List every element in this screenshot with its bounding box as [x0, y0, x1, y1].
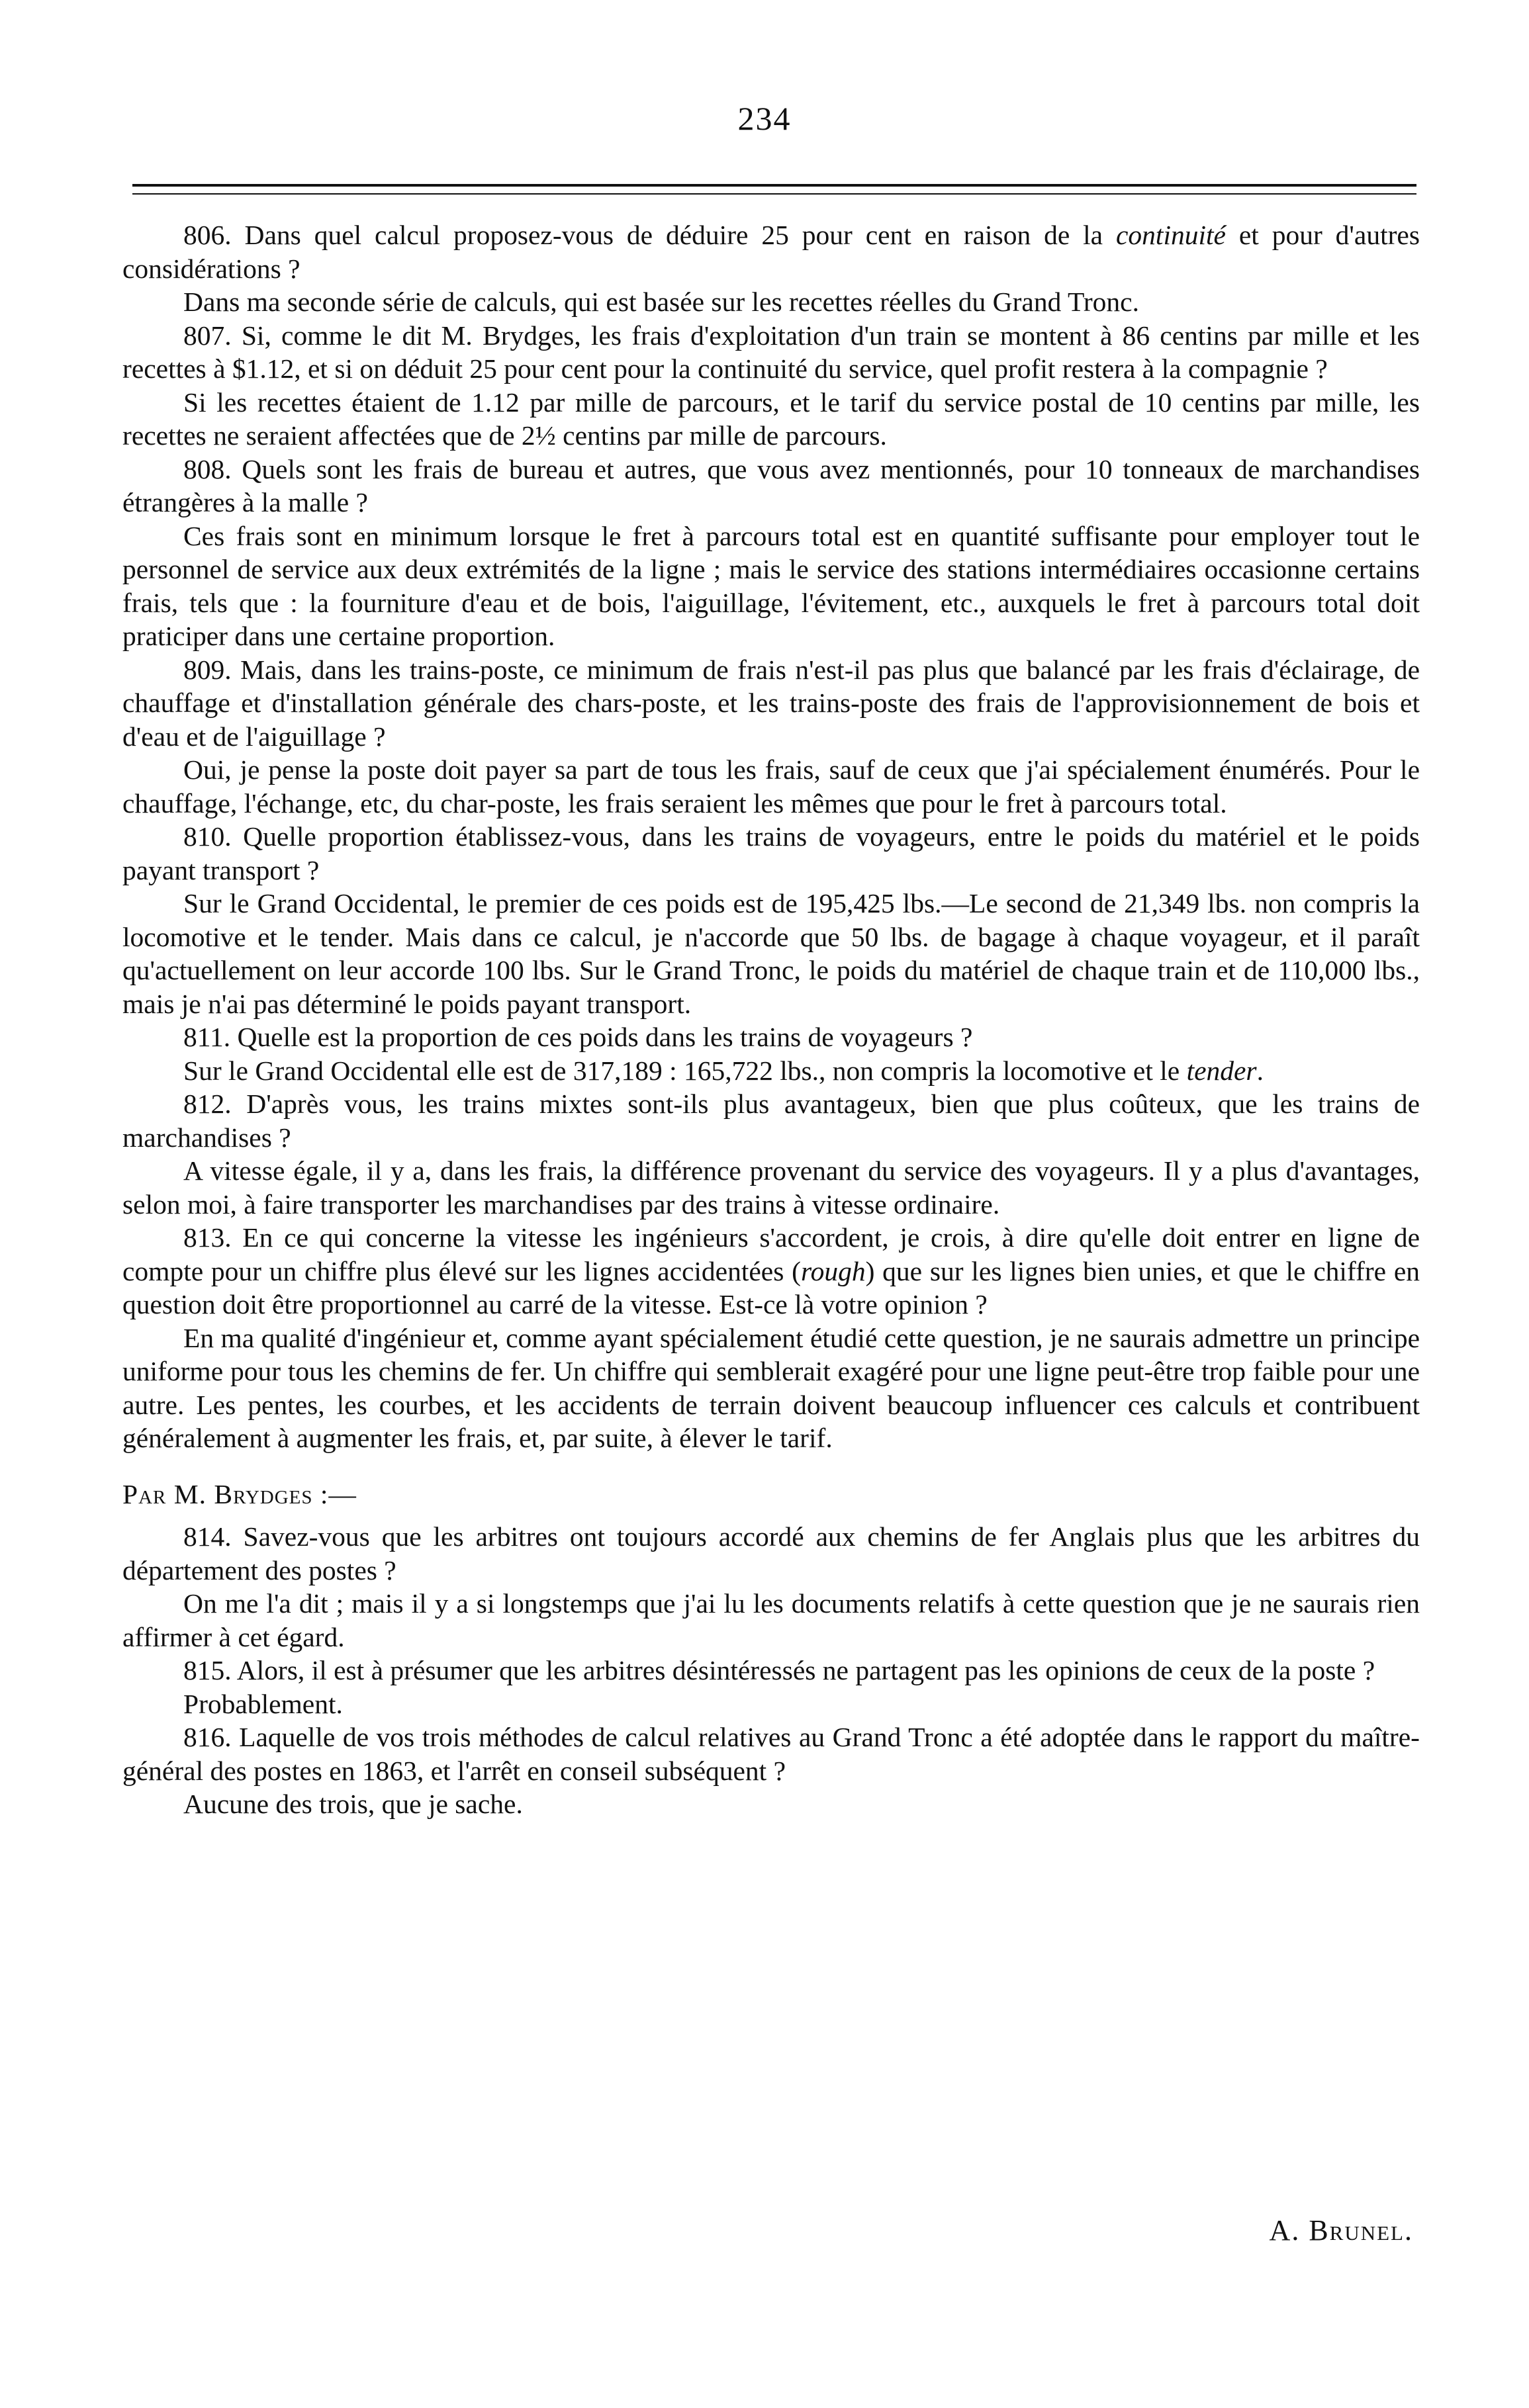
question-paragraph-q816 [122, 1720, 1420, 1787]
answer-paragraph-a815 [122, 1687, 1420, 1721]
question-paragraph-q808 [122, 453, 1420, 519]
text-run: Si les recettes étaient de 1.12 par mille de parcours, et le tarif du service postal de 10 centins par mille, les recettes ne seraient affectées que de 2½ centins par mille de parcours. [122, 386, 1420, 451]
text-run: 808. Quels sont les frais de bureau et autres, que vous avez mentionnés, pour 10 tonneaux de marchandises étrangères à la malle ? [122, 453, 1420, 517]
text-run: 813. En ce qui concerne la vitesse les ingénieurs s'accordent, je crois, à dire qu'elle doit entrer en ligne de compte pour un chiffre plus élevé sur les lignes accidentées ( [122, 1222, 1420, 1286]
text-run: et pour d'autres considérations ? [122, 220, 1420, 284]
text-run: Sur le Grand Occidental elle est de 317,189 : 165,722 lbs., non compris la locomotive et le [183, 1055, 1187, 1086]
text-run: Probablement. [183, 1688, 343, 1719]
text-run: 815. Alors, il est à présumer que les arbitres désintéressés ne partagent pas les opinions de ceux de la poste ? [183, 1655, 1375, 1685]
text-run: Oui, je pense la poste doit payer sa part de tous les frais, sauf de ceux que j'ai spécialement énumérés. Pour le chauffage, l'échange, etc, du char-poste, les frais seraient les mêmes que pour le fret à parcours total. [122, 754, 1420, 819]
answer-paragraph-a816 [122, 1787, 1420, 1821]
text-run: 810. Quelle proportion établissez-vous, dans les trains de voyageurs, entre le poids du matériel et le poids payant transport ? [122, 821, 1420, 885]
section-heading-heading [122, 1478, 1420, 1511]
text-run: ) que sur les lignes bien unies, et que le chiffre en question doit être proportionnel au carré de la vitesse. Est-ce là votre opinion ? [122, 1255, 1420, 1319]
answer-paragraph-a810 [122, 887, 1420, 1020]
text-run: 814. Savez-vous que les arbitres ont toujours accordé aux chemins de fer Anglais plus que les arbitres du département des postes ? [122, 1521, 1420, 1585]
text-run: Ces frais sont en minimum lorsque le fret à parcours total est en quantité suffisante pour employer tout le personnel de service aux deux extrémités de la ligne ; mais le service des stations intermédiaires occasionne certains frais, tels que : la fourniture d'eau et de bois, l'aiguillage, l'évitement, etc., auxquels le fret à parcours total doit praticiper dans une certaine proportion. [122, 520, 1420, 651]
answer-paragraph-a809 [122, 753, 1420, 820]
header-rule-thick [132, 184, 1416, 187]
question-paragraph-q809 [122, 653, 1420, 754]
question-paragraph-q813 [122, 1221, 1420, 1321]
text-run: 811. Quelle est la proportion de ces poids dans les trains de voyageurs ? [183, 1022, 973, 1052]
question-paragraph-q807 [122, 319, 1420, 386]
question-paragraph-q810 [122, 820, 1420, 887]
answer-paragraph-a808 [122, 519, 1420, 653]
text-run: 807. Si, comme le dit M. Brydges, les frais d'exploitation d'un train se montent à 86 centins par mille et les recettes à $1.12, et si on déduit 25 pour cent pour la continuité du service, quel profit restera à la compagnie ? [122, 320, 1420, 384]
italic-text: continuité [1116, 220, 1226, 250]
answer-paragraph-a806 [122, 285, 1420, 319]
text-run: 809. Mais, dans les trains-poste, ce minimum de frais n'est-il pas plus que balancé par les frais d'éclairage, de chauffage et d'installation générale des chars-poste, et les trains-poste des frais de l'approvisionnement de bois et d'eau et de l'aiguillage ? [122, 654, 1420, 752]
answer-paragraph-a812 [122, 1154, 1420, 1221]
text-run: En ma qualité d'ingénieur et, comme ayant spécialement étudié cette question, je ne saurais admettre un principe uniforme pour tous les chemins de fer. Un chiffre qui semblerait exagéré pour une ligne peut-être trop faible pour une autre. Les pentes, les courbes, et les accidents de terrain doivent beaucoup influencer ces calculs et contribuent généralement à augmenter les frais, et, par suite, à élever le tarif. [122, 1322, 1420, 1453]
text-run: 816. Laquelle de vos trois méthodes de calcul relatives au Grand Tronc a été adoptée dans le rapport du maître-général des postes en 1863, et l'arrêt en conseil subséquent ? [122, 1722, 1420, 1786]
question-paragraph-q812 [122, 1087, 1420, 1154]
question-paragraph-q811 [122, 1020, 1420, 1054]
header-rule-thin [132, 193, 1416, 195]
italic-text: tender [1186, 1055, 1257, 1086]
text-run: 812. D'après vous, les trains mixtes sont-ils plus avantageux, bien que plus coûteux, que les trains de marchandises ? [122, 1089, 1420, 1153]
text-run: A vitesse égale, il y a, dans les frais, la différence provenant du service des voyageurs. Il y a plus d'avantages, selon moi, à faire transporter les marchandises par des trains à vitesse ordinaire. [122, 1155, 1420, 1220]
small-caps-text: Par M. Brydges :— [122, 1478, 357, 1509]
text-run: Sur le Grand Occidental, le premier de ces poids est de 195,425 lbs.—Le second de 21,349 lbs. non compris la locomotive et le tender. Mais dans ce calcul, je n'accorde que 50 lbs. de bagage à chaque voyageur, et il paraît qu'actuellement on leur accorde 100 lbs. Sur le Grand Tronc, le poids du matériel de chaque train et de 110,000 lbs., mais je n'ai pas déterminé le poids payant transport. [122, 888, 1420, 1019]
answer-paragraph-a807 [122, 386, 1420, 453]
text-run: . [1256, 1055, 1264, 1086]
page-number: 234 [737, 100, 792, 137]
text-run: 806. Dans quel calcul proposez-vous de déduire 25 pour cent en raison de la [183, 220, 1116, 250]
answer-paragraph-a814 [122, 1587, 1420, 1654]
signature: A. Brunel. [1269, 2214, 1413, 2247]
question-paragraph-q815 [122, 1654, 1420, 1687]
body-text [122, 218, 1420, 1821]
answer-paragraph-a811 [122, 1054, 1420, 1088]
text-run: Dans ma seconde série de calculs, qui est basée sur les recettes réelles du Grand Tronc. [183, 287, 1139, 317]
answer-paragraph-a813 [122, 1321, 1420, 1455]
question-paragraph-q814 [122, 1520, 1420, 1587]
text-run: On me l'a dit ; mais il y a si longstemps que j'ai lu les documents relatifs à cette question que je ne saurais rien affirmer à cet égard. [122, 1588, 1420, 1652]
italic-text: rough [800, 1255, 866, 1286]
text-run: Aucune des trois, que je sache. [183, 1789, 523, 1819]
question-paragraph-q806 [122, 218, 1420, 285]
